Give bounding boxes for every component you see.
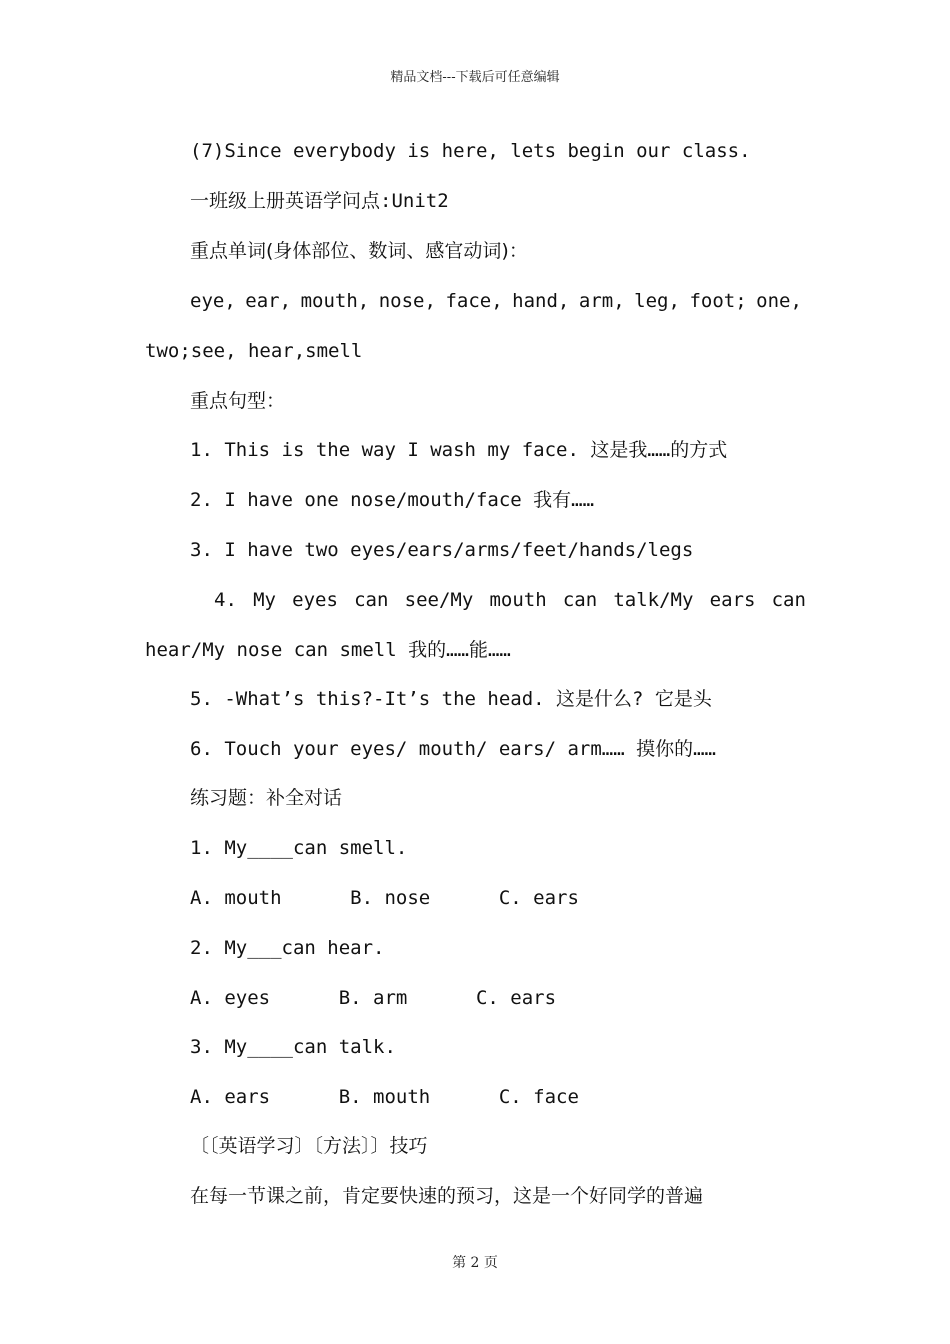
sentence-word: mouth [489, 589, 547, 611]
sentence-word: My [253, 589, 276, 611]
sentence-pattern-4-line [214, 588, 806, 612]
exercise-question-3: 3. My____can talk. [190, 1036, 396, 1058]
sentence-word: 4. [214, 589, 237, 611]
text-line-11: hear/My nose can smell 我的……能…… [145, 639, 511, 661]
exercise-options-2: A. eyes B. arm C. ears [190, 987, 557, 1009]
vocab-word: leg, [634, 290, 680, 312]
text-line-3: 重点单词(身体部位、数词、感官动词)： [190, 240, 528, 262]
sentence-word: see/My [404, 589, 474, 611]
vocab-word: eye, [190, 290, 236, 312]
sentence-word: can [562, 589, 598, 611]
vocab-word: one, [756, 290, 802, 312]
sentence-word: can [771, 589, 806, 611]
vocab-word: mouth, [300, 290, 370, 312]
text-line-2: 一班级上册英语学问点:Unit2 [190, 190, 449, 212]
vocab-word: hand, [512, 290, 570, 312]
vocabulary-line [190, 289, 802, 313]
sentence-word: ears [709, 589, 756, 611]
text-line-14: 练习题：补全对话 [190, 787, 343, 809]
paragraph-line: 在每一节课之前，肯定要快速的预习，这是一个好同学的普遍 [190, 1185, 704, 1207]
text-line-13: 6. Touch your eyes/ mouth/ ears/ arm…… 摸你的…… [190, 738, 716, 760]
text-line-6: 重点句型： [190, 390, 286, 412]
text-line-9: 3. I have two eyes/ears/arms/feet/hands/legs [190, 539, 694, 561]
exercise-options-3: A. ears B. mouth C. face [190, 1086, 579, 1108]
text-line-7: 1. This is the way I wash my face. 这是我……的方式 [190, 439, 728, 461]
text-line-12: 5. -What’s this?-It’s the head. 这是什么? 它是头 [190, 688, 712, 710]
vocab-word: ear, [245, 290, 292, 312]
exercise-question-2: 2. My___can hear. [190, 937, 385, 959]
text-line-8: 2. I have one nose/mouth/face 我有…… [190, 489, 595, 511]
sentence-word: eyes [292, 589, 338, 611]
sentence-word: can [354, 589, 389, 611]
vocab-word: face, [445, 290, 503, 312]
page-header: 精品文档---下载后可任意编辑 [390, 70, 560, 85]
vocab-word: foot; [689, 290, 747, 312]
exercise-question-1: 1. My____can smell. [190, 837, 408, 859]
page-footer: 第 2 页 [452, 1255, 498, 1271]
exercise-options-1: A. mouth B. nose C. ears [190, 887, 579, 909]
sentence-word: talk/My [613, 589, 694, 611]
section-heading: 〔〔英语学习〕〔方法〕〕技巧 [190, 1135, 428, 1157]
text-line-1: (7)Since everybody is here, lets begin our class. [190, 140, 751, 162]
vocab-word: nose, [378, 290, 436, 312]
text-line-5: two;see, hear,smell [145, 340, 363, 362]
vocab-word: arm, [578, 290, 625, 312]
